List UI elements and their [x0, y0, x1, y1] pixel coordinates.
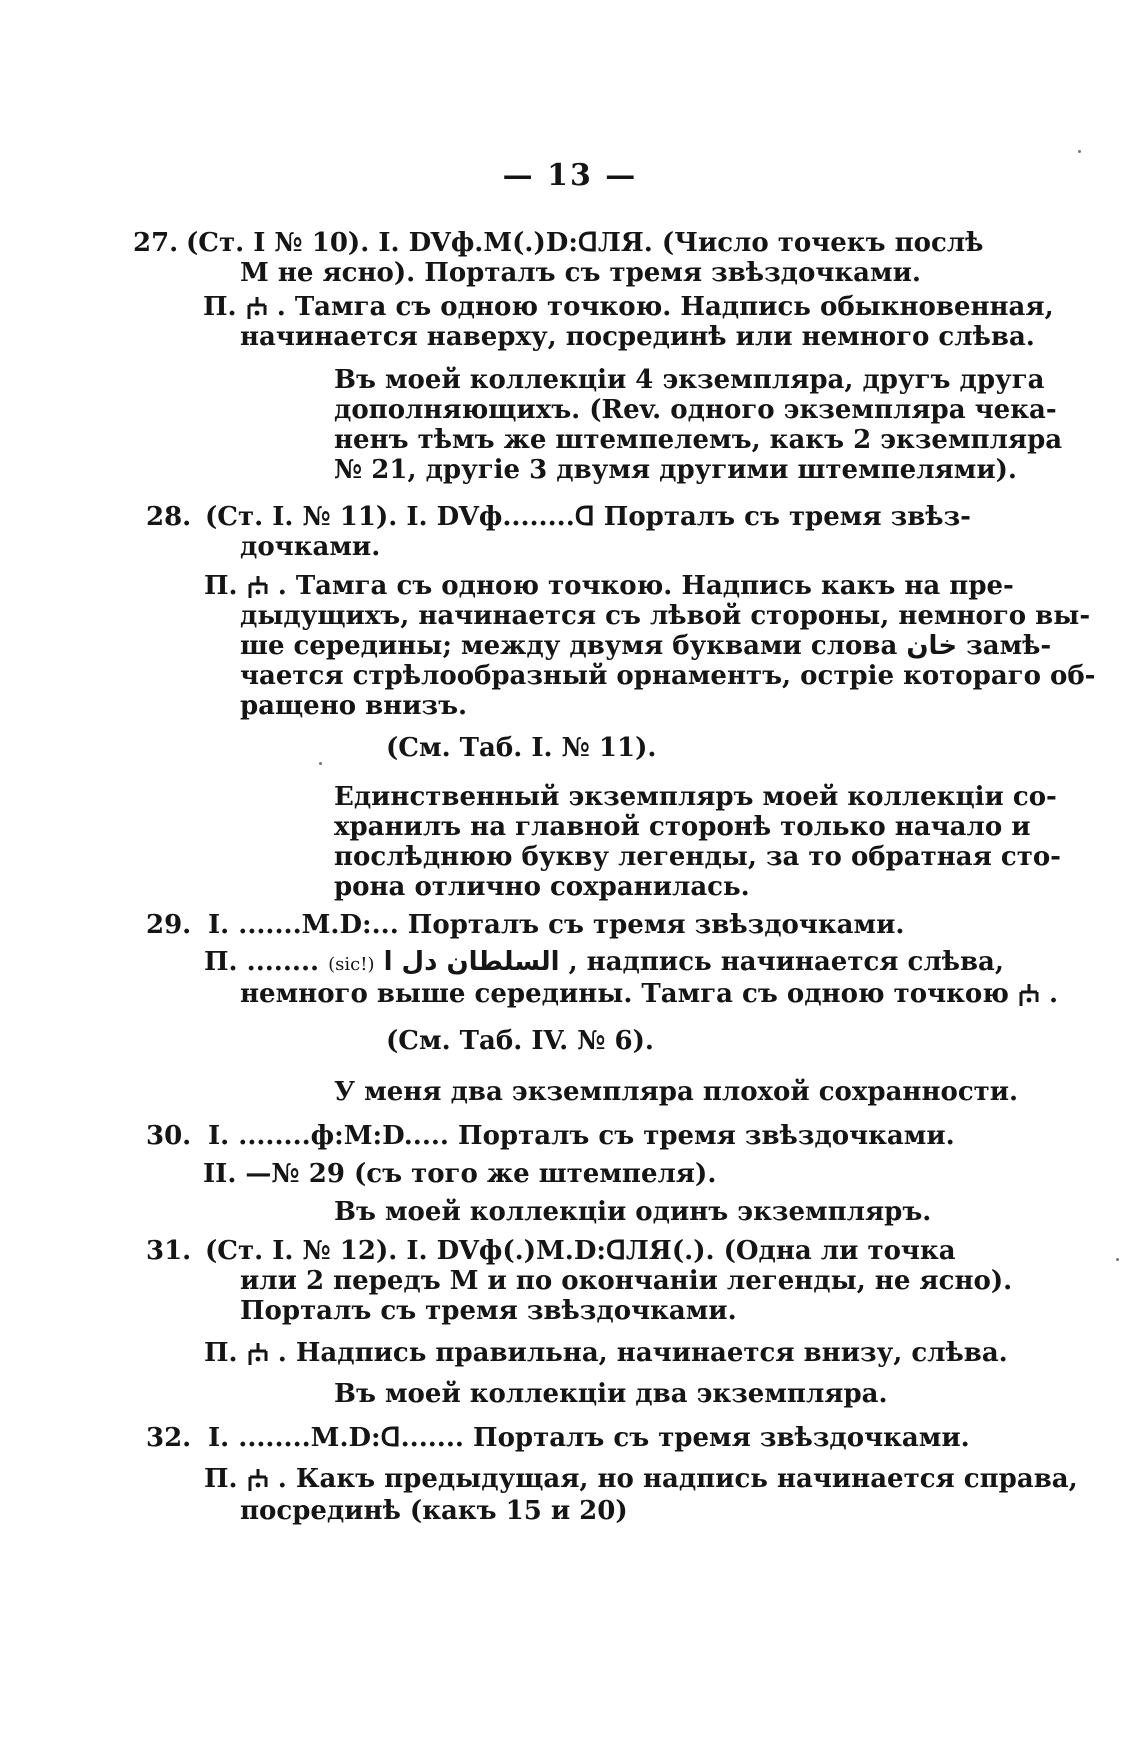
entry-27-comment-3: ненъ тѣмъ же штемпелемъ, какъ 2 экземпляра [334, 425, 1063, 455]
entry-29-line-3-end: . [1049, 979, 1059, 1009]
entry-31-line-3: Порталъ съ тремя звѣздочками. [240, 1296, 737, 1326]
entry-31-line-1: (Ст. I. № 12). I. DVф(.)M.D:ᗡЛЯ(.). (Одна ли точка [205, 1236, 956, 1266]
entry-29-line-1: I. .......M.D:... Порталъ съ тремя звѣздочками. [208, 910, 905, 940]
tamga-symbol-icon [247, 574, 269, 600]
entry-28-line-4: дыдущихъ, начинается съ лѣвой стороны, немного вы- [240, 601, 1091, 631]
sic-note: (sic!) [328, 954, 375, 975]
tamga-symbol-icon [246, 295, 268, 321]
entry-27-line-1 [186, 228, 984, 258]
entry-28-comment-4: рона отлично сохранилась. [334, 872, 750, 902]
entry-29-number: 29. [146, 910, 192, 940]
entry-31-line-4-text: . Надпись правильна, начинается внизу, слѣва. [277, 1338, 1008, 1368]
entry-27-comment-2: дополняющихъ. (Rev. одного экземпляра чека- [334, 395, 1057, 425]
entry-30-line-1: I. ........ф:M:D..... Порталъ съ тремя звѣздочками. [208, 1121, 955, 1151]
entry-31-line-2: или 2 передъ М и по окончаніи легенды, не ясно). [240, 1266, 1013, 1296]
entry-28-line-5 [240, 631, 1051, 661]
entry-28-line-5-text-a: ше середины; между двумя буквами слова [240, 631, 898, 661]
tamga-symbol-icon [247, 1467, 269, 1493]
arabic-word: خان [906, 631, 958, 661]
reverse-label: П. [204, 1464, 238, 1494]
entry-29-line-3 [240, 979, 1058, 1009]
tamga-symbol-icon [1018, 982, 1040, 1008]
entry-31-line-4 [204, 1338, 1008, 1368]
reverse-label: П. [203, 292, 237, 322]
entry-28-line-2: дочками. [240, 532, 381, 562]
entry-29-line-2-text-b: , надпись начинается слѣва, [568, 947, 1004, 977]
entry-28-line-3-text: . Тамга съ одною точкою. Надпись какъ на пре- [277, 571, 1014, 601]
entry-30-line-2: II. —№ 29 (съ того же штемпеля). [203, 1159, 717, 1189]
entry-27-comment-1-text: Въ моей коллекціи 4 экземпляра, другъ друга [334, 365, 1045, 395]
entry-27-line-3-text: . Тамга съ одною точкою. Надпись обыкновенная, [276, 292, 1054, 322]
entry-28-line-6: чается стрѣлообразный орнаментъ, остріе котораго об- [240, 661, 1096, 691]
entry-28-line-7: ращено внизъ. [240, 691, 468, 721]
entry-28-line-3 [204, 571, 1014, 601]
entry-32-line-2-text: . Какъ предыдущая, но надпись начинается справа, [277, 1464, 1078, 1494]
entry-27-line-2: М не ясно). Порталъ съ тремя звѣздочками. [240, 258, 921, 288]
reverse-label: П. [204, 1338, 238, 1368]
entry-27-comment-1 [334, 365, 1045, 395]
entry-27-number: 27. [133, 228, 179, 258]
scan-speck [319, 762, 322, 765]
entry-29-comment-1: У меня два экземпляра плохой сохранности. [334, 1077, 1019, 1107]
entry-28-comment-3: послѣднюю букву легенды, за то обратная сто- [334, 842, 1061, 872]
entry-27-line-3 [203, 292, 1054, 322]
reverse-label: П. [204, 571, 238, 601]
entry-28-line-1: (Ст. I. № 11). I. DVф........ᗡ Порталъ съ тремя звѣз- [205, 502, 971, 532]
entry-27-line-1-part-e: . (Число точекъ послѣ [643, 228, 984, 258]
entry-30-comment-1: Въ моей коллекціи одинъ экземпляръ. [334, 1197, 932, 1227]
page-number: — 13 — [502, 158, 638, 193]
arabic-legend: السلطان دل ا [383, 947, 560, 977]
entry-27-line-4: начинается наверху, посрединѣ или немного слѣва. [240, 322, 1035, 352]
entry-29-line-2 [204, 947, 1004, 980]
entry-32-number: 32. [146, 1423, 192, 1453]
entry-31-number: 31. [146, 1236, 192, 1266]
entry-32-line-3: посрединѣ (какъ 15 и 20) [240, 1496, 628, 1526]
entry-29-line-3-text: немного выше середины. Тамга съ одною точкою [240, 979, 1009, 1009]
entry-28-comment-1: Единственный экземпляръ моей коллекціи со- [334, 782, 1057, 812]
entry-28-line-5-text-b: замѣ- [966, 631, 1052, 661]
entry-32-line-1: I. ........M.D:ᗡ....... Порталъ съ тремя звѣздочками. [208, 1423, 970, 1453]
tamga-symbol-icon [247, 1341, 269, 1367]
entry-30-number: 30. [146, 1121, 192, 1151]
entry-31-comment-1: Въ моей коллекціи два экземпляра. [334, 1379, 888, 1409]
entry-28-table-reference: (См. Таб. I. № 11). [386, 733, 657, 763]
entry-27-line-1-part-a: (Ст. I № 10). I. DVф.M(.)D:ᗡЛЯ [186, 228, 644, 258]
entry-32-line-2 [204, 1464, 1078, 1494]
scan-speck [1116, 1258, 1119, 1261]
entry-28-number: 28. [146, 502, 192, 532]
scan-speck [1078, 150, 1081, 153]
entry-27-comment-4: № 21, другіе 3 двумя другими штемпелями). [334, 455, 1017, 485]
entry-29-table-reference: (См. Таб. IV. № 6). [386, 1026, 654, 1056]
entry-29-line-2-text-a: П. ........ [204, 947, 320, 977]
entry-28-comment-2: хранилъ на главной сторонѣ только начало и [334, 812, 1031, 842]
